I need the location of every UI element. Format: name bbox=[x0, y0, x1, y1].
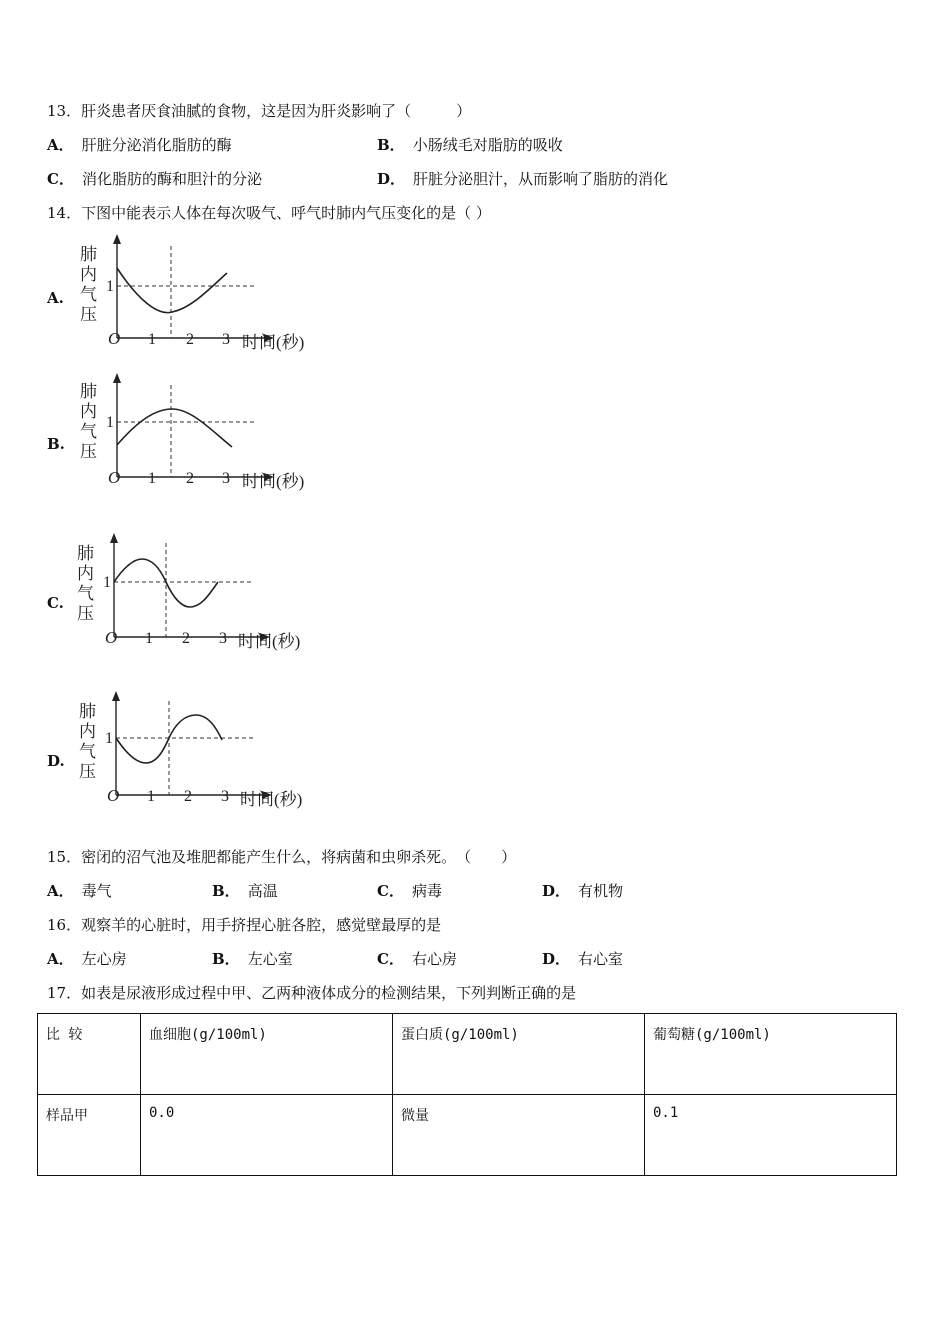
ylabel-char-4: 压 bbox=[80, 442, 97, 461]
ylabel-char-1: 肺 bbox=[80, 245, 97, 264]
q17-data-table bbox=[37, 1013, 897, 1176]
q16-option-a-text: 左心房 bbox=[81, 950, 127, 968]
q16-option-c-text: 右心房 bbox=[411, 950, 457, 968]
q15-option-a[interactable] bbox=[47, 881, 112, 901]
q15-option-c-text: 病毒 bbox=[411, 882, 442, 900]
q16-stem: 16．观察羊的心脏时，用手挤捏心脏各腔，感觉壁最厚的是 bbox=[47, 916, 442, 934]
axes bbox=[112, 691, 272, 799]
pressure-curve bbox=[117, 409, 232, 447]
xlabel: 时间(秒) bbox=[242, 333, 305, 352]
q13-option-d-letter: D． bbox=[377, 170, 406, 188]
q13-option-d[interactable] bbox=[377, 169, 668, 189]
q13-option-a-letter: A． bbox=[47, 136, 74, 154]
q14-option-d-letter[interactable]: D. bbox=[47, 752, 65, 770]
x-tick-label: 1 bbox=[147, 788, 155, 805]
q16-option-c-letter: C． bbox=[377, 950, 404, 968]
q16-option-c[interactable] bbox=[377, 949, 457, 969]
x-tick-label: 2 bbox=[186, 470, 194, 487]
xlabel: 时间(秒) bbox=[240, 790, 303, 809]
ylabel-char-1: 肺 bbox=[80, 382, 97, 401]
q13-option-a-text: 肝脏分泌消化脂肪的酶 bbox=[81, 136, 232, 154]
table-header-cell: 比 较 bbox=[38, 1014, 141, 1095]
q15-option-c-letter: C． bbox=[377, 882, 404, 900]
q16-option-a[interactable] bbox=[47, 949, 127, 969]
q14-graph-b[interactable] bbox=[70, 367, 330, 497]
table-cell: 微量 bbox=[393, 1095, 645, 1176]
q14-option-a-letter[interactable]: A. bbox=[47, 289, 64, 307]
q14-option-c-letter[interactable]: C. bbox=[47, 594, 64, 612]
ylabel-char-3: 气 bbox=[77, 584, 94, 603]
q13-option-d-text: 肝脏分泌胆汁，从而影响了脂肪的消化 bbox=[413, 170, 669, 188]
x-tick-label: 1 bbox=[148, 331, 156, 348]
q15-option-d-letter: D． bbox=[542, 882, 571, 900]
q16-option-a-letter: A． bbox=[47, 950, 74, 968]
x-tick-label: 3 bbox=[222, 470, 230, 487]
q14-graph-c[interactable] bbox=[68, 527, 328, 657]
q16-option-d-text: 右心室 bbox=[578, 950, 624, 968]
q13-option-c[interactable] bbox=[47, 169, 262, 189]
axes bbox=[113, 234, 274, 342]
table-cell: 0.1 bbox=[645, 1095, 897, 1176]
x-tick-label: 3 bbox=[221, 788, 229, 805]
q15-option-b[interactable] bbox=[212, 881, 278, 901]
q15-option-c[interactable] bbox=[377, 881, 442, 901]
q13-stem: 13．肝炎患者厌食油腻的食物，这是因为肝炎影响了（ ） bbox=[47, 102, 472, 120]
y-tick-label: 1 bbox=[103, 574, 111, 591]
ylabel-char-3: 气 bbox=[79, 742, 96, 761]
q13-option-c-text: 消化脂肪的酶和胆汁的分泌 bbox=[81, 170, 262, 188]
q16-option-d-letter: D． bbox=[542, 950, 571, 968]
ylabel-char-2: 内 bbox=[80, 265, 97, 284]
q15-stem: 15．密闭的沼气池及堆肥都能产生什么，将病菌和虫卵杀死。 （ ） bbox=[47, 848, 517, 866]
q15-option-a-text: 毒气 bbox=[81, 882, 112, 900]
ylabel-char-4: 压 bbox=[77, 604, 94, 623]
q13-option-c-letter: C． bbox=[47, 170, 74, 188]
ylabel-char-2: 内 bbox=[77, 564, 94, 583]
table-header-cell: 葡萄糖(g/100ml) bbox=[645, 1014, 897, 1095]
q16-option-d[interactable] bbox=[542, 949, 623, 969]
x-tick-label: 2 bbox=[184, 788, 192, 805]
x-tick-label: 3 bbox=[219, 630, 227, 647]
axes bbox=[113, 373, 274, 481]
q15-option-b-text: 高温 bbox=[247, 882, 278, 900]
q13-option-a[interactable] bbox=[47, 135, 232, 155]
q14-stem: 14．下图中能表示人体在每次吸气、呼气时肺内气压变化的是（ ） bbox=[47, 204, 491, 222]
y-tick-label: 1 bbox=[106, 414, 114, 431]
q16-option-b-letter: B． bbox=[212, 950, 240, 968]
xlabel: 时间(秒) bbox=[242, 472, 305, 491]
q14-graph-a[interactable] bbox=[70, 228, 330, 358]
ylabel-char-1: 肺 bbox=[79, 702, 96, 721]
q17-stem: 17．如表是尿液形成过程中甲、乙两种液体成分的检测结果，下列判断正确的是 bbox=[47, 984, 577, 1002]
q14-option-b-letter[interactable]: B. bbox=[47, 435, 65, 453]
x-tick-label: 2 bbox=[186, 331, 194, 348]
pressure-curve bbox=[117, 268, 227, 313]
ylabel-char-3: 气 bbox=[80, 285, 97, 304]
xlabel: 时间(秒) bbox=[238, 632, 301, 651]
q16-option-b-text: 左心室 bbox=[247, 950, 293, 968]
q15-option-d-text: 有机物 bbox=[578, 882, 624, 900]
origin-label: O bbox=[108, 468, 121, 487]
ylabel-char-4: 压 bbox=[79, 762, 96, 781]
table-row bbox=[38, 1095, 897, 1176]
table-cell: 样品甲 bbox=[38, 1095, 141, 1176]
y-tick-label: 1 bbox=[105, 730, 113, 747]
q13-option-b-letter: B． bbox=[377, 136, 405, 154]
ylabel-char-1: 肺 bbox=[77, 544, 94, 563]
q16-option-b[interactable] bbox=[212, 949, 293, 969]
ylabel-char-2: 内 bbox=[80, 402, 97, 421]
q15-option-b-letter: B． bbox=[212, 882, 240, 900]
origin-label: O bbox=[108, 329, 121, 348]
ylabel-char-4: 压 bbox=[80, 305, 97, 324]
table-cell: 0.0 bbox=[141, 1095, 393, 1176]
q14-graph-d[interactable] bbox=[70, 685, 330, 815]
q15-option-d[interactable] bbox=[542, 881, 623, 901]
x-tick-label: 1 bbox=[145, 630, 153, 647]
y-tick-label: 1 bbox=[106, 278, 114, 295]
q13-option-b[interactable] bbox=[377, 135, 563, 155]
x-tick-label: 1 bbox=[148, 470, 156, 487]
ylabel-char-3: 气 bbox=[80, 422, 97, 441]
table-header-row bbox=[38, 1014, 897, 1095]
x-tick-label: 2 bbox=[182, 630, 190, 647]
origin-label: O bbox=[105, 628, 118, 647]
q13-option-b-text: 小肠绒毛对脂肪的吸收 bbox=[412, 136, 563, 154]
table-header-cell: 血细胞(g/100ml) bbox=[141, 1014, 393, 1095]
table-header-cell: 蛋白质(g/100ml) bbox=[393, 1014, 645, 1095]
ylabel-char-2: 内 bbox=[79, 722, 96, 741]
x-tick-label: 3 bbox=[222, 331, 230, 348]
q15-option-a-letter: A． bbox=[47, 882, 74, 900]
origin-label: O bbox=[107, 786, 120, 805]
axes bbox=[110, 533, 270, 641]
